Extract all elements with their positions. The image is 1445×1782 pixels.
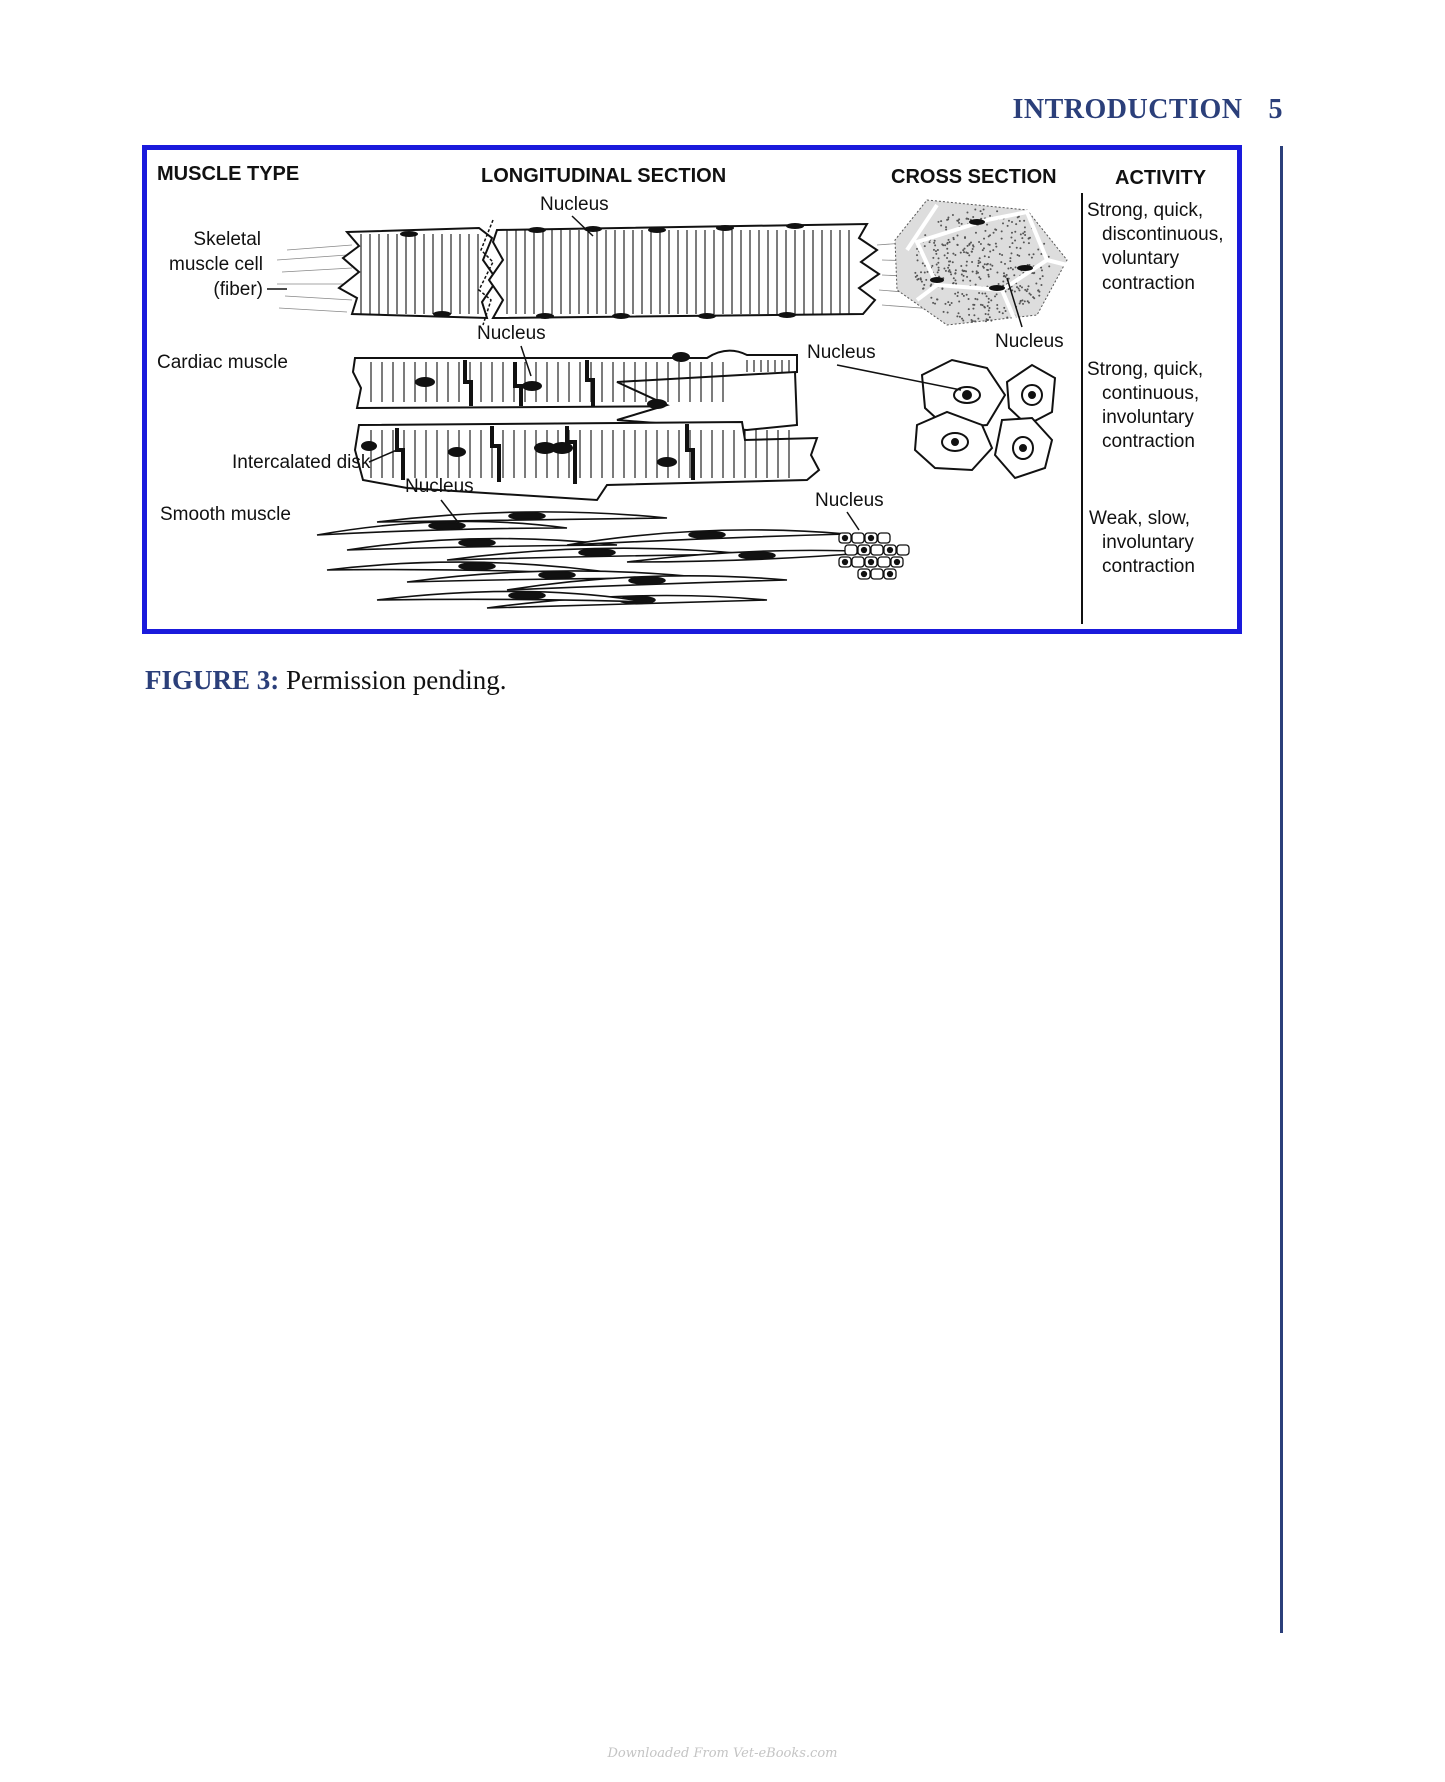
skeletal-label-line: (fiber): [213, 279, 263, 300]
smooth-activity-line: Weak, slow,: [1089, 508, 1191, 529]
cardiac-activity-line: continuous,: [1102, 383, 1200, 404]
skeletal-nucleus-label: Nucleus: [540, 194, 609, 215]
cardiac-cross-section: [915, 360, 1055, 478]
margin-rule: [1280, 146, 1283, 1633]
download-watermark: Downloaded From Vet-eBooks.com: [607, 1746, 838, 1761]
page-number: 5: [1268, 94, 1283, 125]
cardiac-activity-line: contraction: [1102, 431, 1195, 452]
skeletal-label-line: Skeletal: [193, 229, 261, 250]
figure-illustration: [147, 150, 1237, 629]
smooth-activity-line: involuntary: [1102, 532, 1194, 553]
smooth-fibers: [317, 512, 877, 608]
skeletal-activity-line: contraction: [1102, 273, 1195, 294]
cardiac-activity-line: Strong, quick,: [1087, 359, 1204, 380]
smooth-cross-nucleus-label: Nucleus: [815, 490, 884, 511]
skeletal-row: [169, 194, 1223, 352]
muscle-types-figure: [142, 145, 1242, 634]
skeletal-activity-line: voluntary: [1102, 248, 1180, 269]
running-head-title: INTRODUCTION: [1012, 94, 1243, 125]
smooth-cross-pointer: [847, 512, 859, 530]
skeletal-fiber-left: [339, 228, 497, 318]
figure-caption-text: Permission pending.: [286, 665, 507, 695]
running-head: [1012, 94, 1283, 126]
header-muscle-type: MUSCLE TYPE: [157, 163, 300, 185]
intercalated-disk-label: Intercalated disk: [232, 452, 371, 473]
smooth-label: Smooth muscle: [160, 504, 291, 525]
skeletal-label-line: muscle cell: [169, 254, 263, 275]
smooth-nucleus-label: Nucleus: [405, 476, 474, 497]
figure-caption-label: FIGURE 3:: [145, 665, 280, 695]
cardiac-cross-nucleus-label: Nucleus: [807, 342, 876, 363]
skeletal-cross-section: [895, 200, 1067, 325]
skeletal-activity-line: Strong, quick,: [1087, 200, 1204, 221]
figure-caption: [145, 665, 507, 696]
header-longitudinal: LONGITUDINAL SECTION: [481, 165, 727, 187]
header-cross: CROSS SECTION: [891, 166, 1057, 188]
skeletal-fiber-right: [489, 224, 879, 318]
skeletal-activity-line: discontinuous,: [1102, 224, 1224, 245]
smooth-cross-section: [839, 533, 909, 579]
smooth-row: [160, 476, 1195, 608]
skeletal-cross-nucleus-label: Nucleus: [995, 331, 1064, 352]
header-activity: ACTIVITY: [1115, 167, 1207, 189]
cardiac-activity-line: involuntary: [1102, 407, 1194, 428]
cardiac-nucleus-label: Nucleus: [477, 323, 546, 344]
smooth-activity-line: contraction: [1102, 556, 1195, 577]
cardiac-label: Cardiac muscle: [157, 352, 288, 373]
